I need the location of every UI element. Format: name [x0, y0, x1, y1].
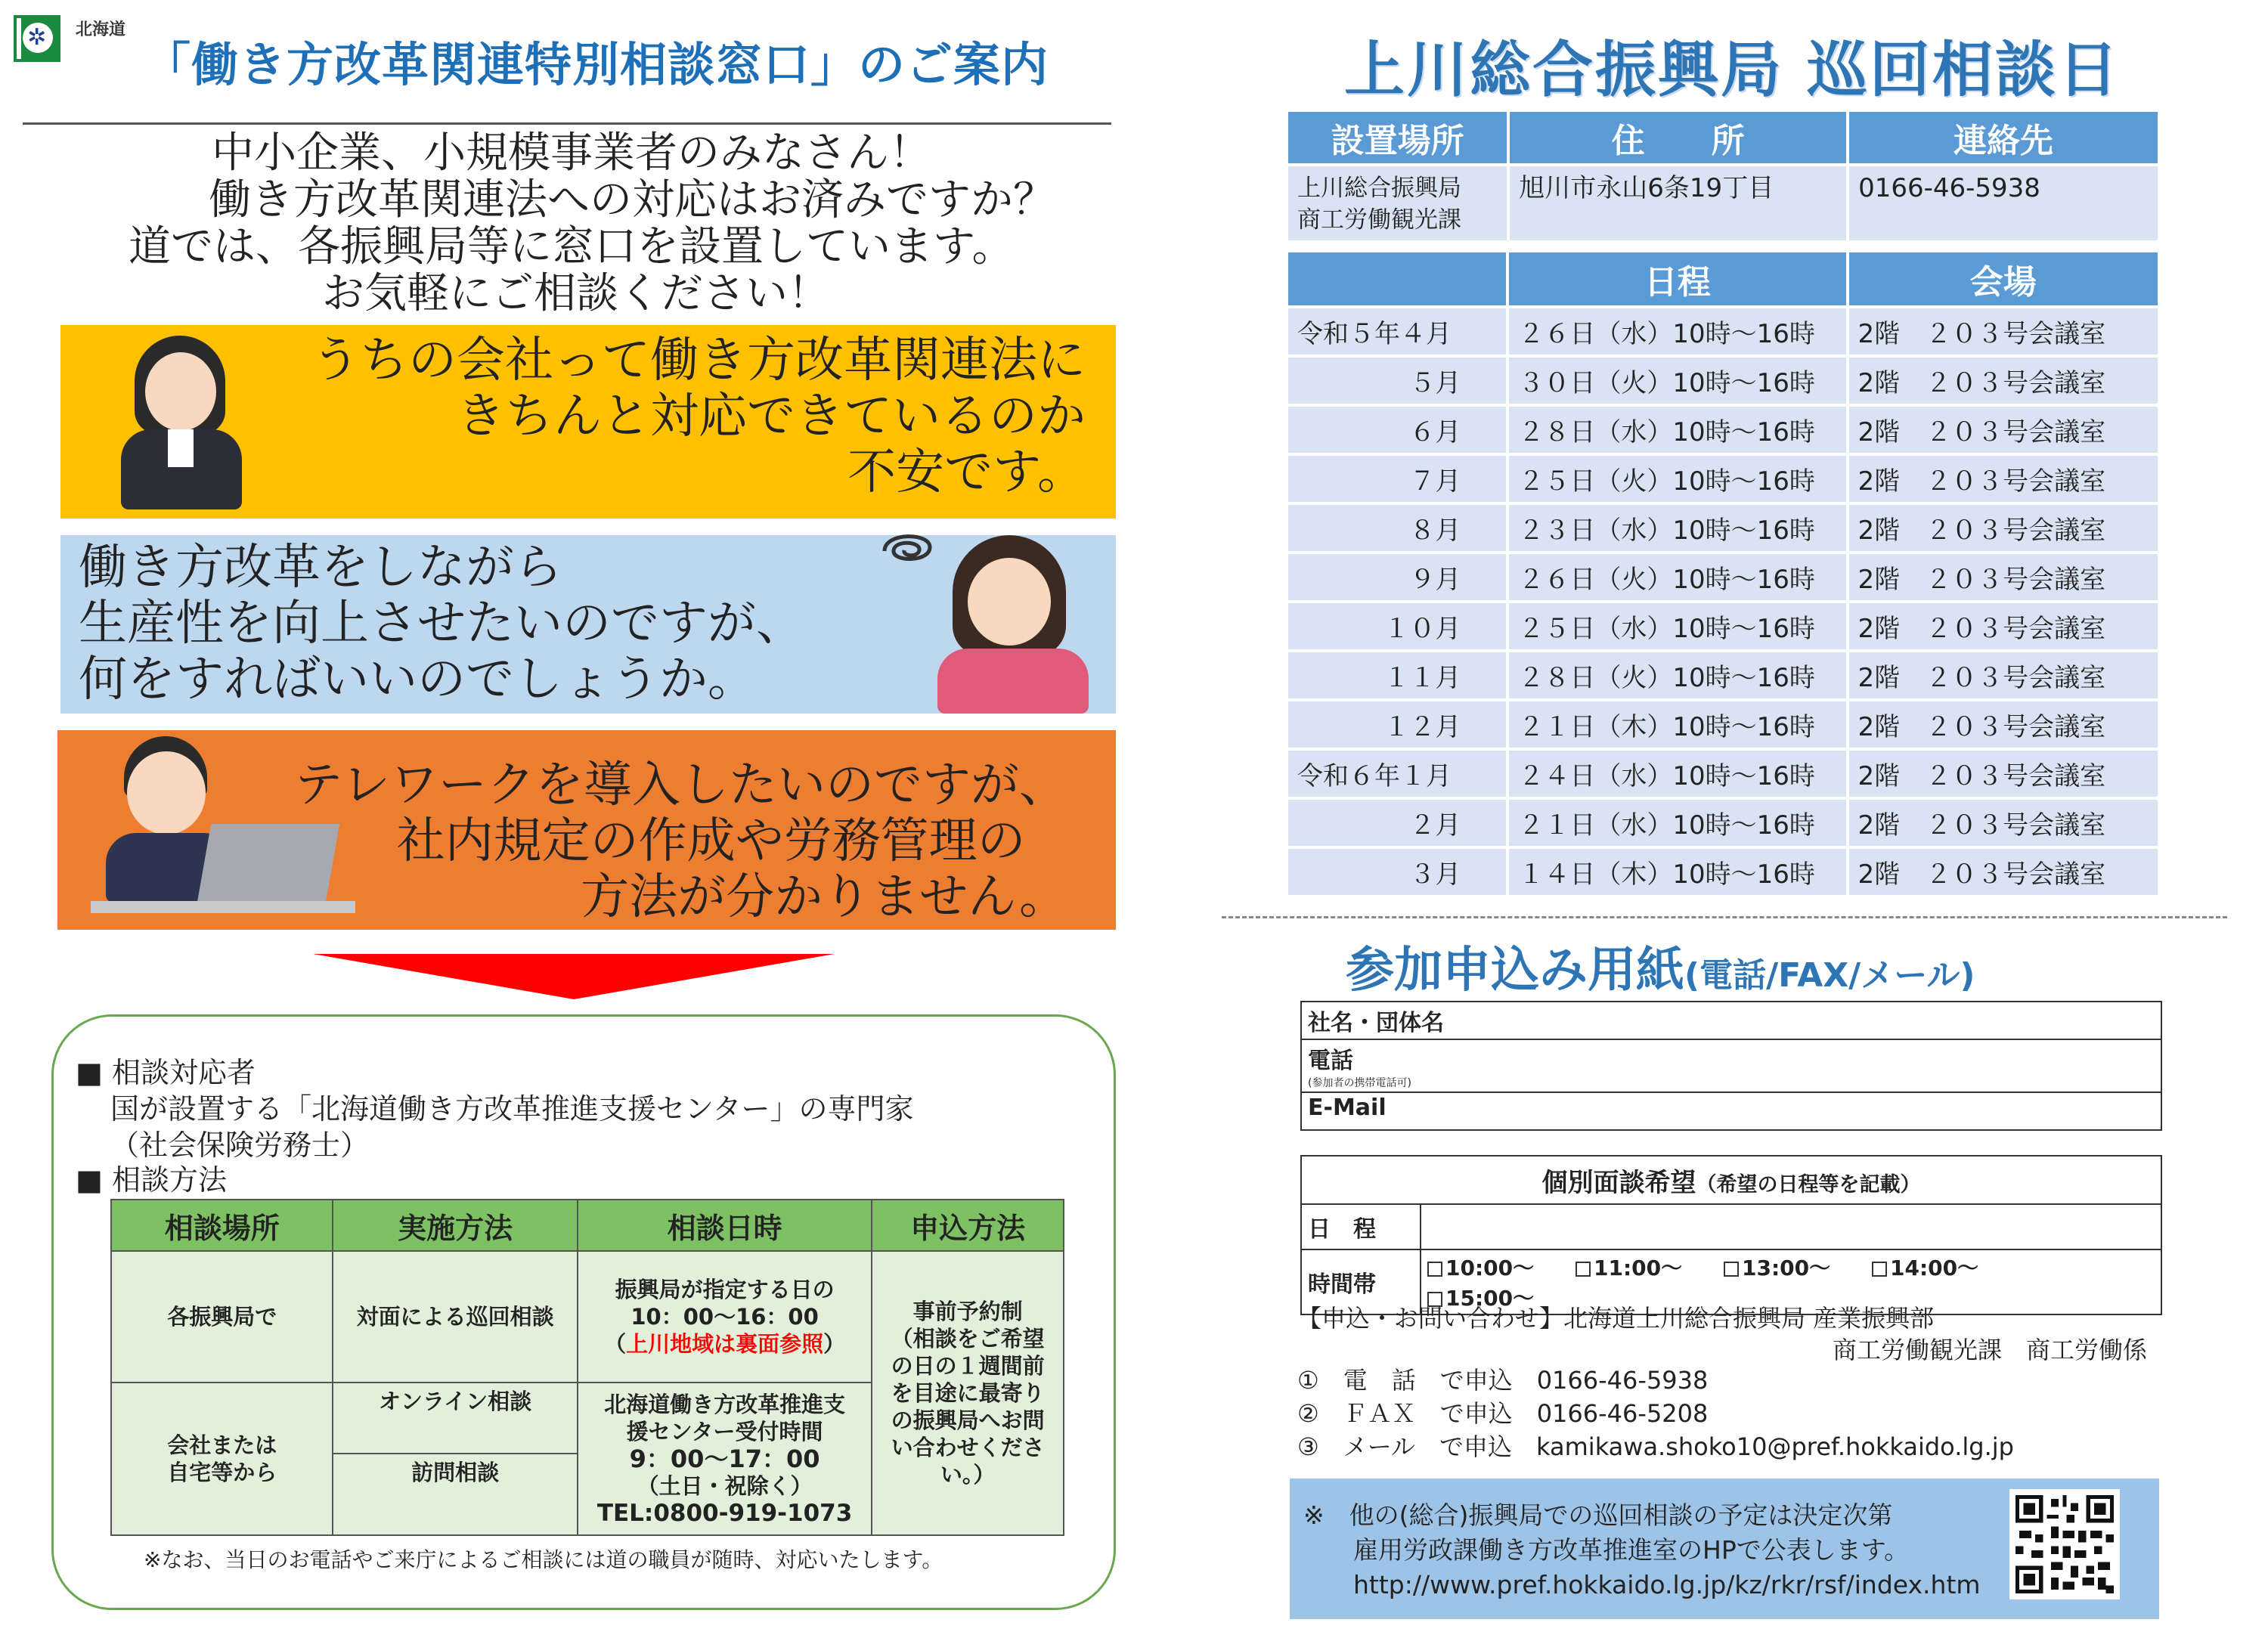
confused-scribble-icon — [877, 525, 937, 577]
schedule-date: ２１日（水）10時～16時 — [1509, 800, 1845, 846]
checkbox-icon — [1576, 1262, 1591, 1277]
schedule-month: ５月 — [1288, 358, 1506, 404]
location-address: 旭川市永山6条19丁目 — [1510, 166, 1846, 240]
schedule-date: ２８日（水）10時～16時 — [1509, 407, 1845, 453]
responder-heading: ■ 相談対応者 — [76, 1056, 256, 1089]
schedule-date: ２５日（火）10時～16時 — [1509, 456, 1845, 502]
down-arrow-icon — [313, 954, 835, 999]
responder-line-2: （社会保険労務士） — [110, 1129, 370, 1162]
intro-line-1: 中小企業、小規模事業者のみなさん！ — [212, 129, 931, 178]
checkbox-icon — [1872, 1262, 1887, 1277]
schedule-date: ２４日（水）10時～16時 — [1509, 751, 1845, 797]
hokkaido-logo — [14, 15, 60, 62]
schedule-row — [1288, 800, 2158, 846]
schedule-date: ２６日（水）10時～16時 — [1509, 308, 1845, 355]
schedule-row — [1288, 701, 2158, 748]
contact-fax: ② ＦＡＸ で申込 0166-46-5208 — [1297, 1399, 1709, 1428]
schedule-row — [1288, 554, 2158, 600]
phone-field[interactable]: 電話 (参加者の携帯電話可) — [1301, 1039, 2161, 1092]
concern-text-compliance: うちの会社って働き方改革関連法に きちんと対応できているのか 不安です。 — [311, 333, 1086, 500]
notice-url[interactable]: http://www.pref.hokkaido.lg.jp/kz/rkr/rsf/index.htm — [1303, 1570, 1981, 1599]
responder-line-1: 国が設置する「北海道働き方改革推進支援センター」の専門家 — [110, 1092, 914, 1126]
slot-10[interactable]: 10:00～ — [1427, 1252, 1576, 1282]
interview-title: 個別面談希望（希望の日程等を記載） — [1301, 1156, 2161, 1204]
schedule-date: １４日（木）10時～16時 — [1509, 849, 1845, 895]
contact-mail[interactable]: ③ メール で申込 kamikawa.shoko10@pref.hokkaido.lg.jp — [1297, 1432, 2014, 1461]
row2-place: 会社または 自宅等から — [111, 1383, 333, 1535]
schedule-month: ８月 — [1288, 505, 1506, 551]
intro-line-4: お気軽にご相談ください！ — [322, 269, 830, 318]
intro-text — [91, 129, 1055, 318]
schedule-month: 令和６年１月 — [1288, 751, 1506, 797]
schedule-venue: 2階 ２０３号会議室 — [1849, 652, 2158, 698]
concern-panel-compliance — [60, 325, 1116, 519]
schedule-venue: 2階 ２０３号会議室 — [1849, 751, 2158, 797]
contact-tel: ① 電 話 で申込 0166-46-5938 — [1297, 1366, 1709, 1395]
schedule-row — [1288, 652, 2158, 698]
star-emblem-icon: ✲ — [27, 24, 47, 51]
schedule-row — [1288, 849, 2158, 895]
checkbox-icon — [1724, 1262, 1739, 1277]
schedule-month: ９月 — [1288, 554, 1506, 600]
schedule-row — [1288, 751, 2158, 797]
location-name: 上川総合振興局 商工労働観光課 — [1288, 166, 1507, 240]
col-header-venue: 会場 — [1849, 252, 2158, 305]
qr-code-icon[interactable] — [2009, 1489, 2120, 1599]
title-divider — [23, 122, 1111, 125]
schedule-venue: 2階 ２０３号会議室 — [1849, 800, 2158, 846]
schedule-row — [1288, 308, 2158, 355]
schedule-month: ７月 — [1288, 456, 1506, 502]
notice-line-1: ※ 他の(総合)振興局での巡回相談の予定は決定次第 — [1303, 1500, 1893, 1530]
see-back-note: 上川地域は裏面参照 — [626, 1331, 824, 1357]
schedule-venue: 2階 ２０３号会議室 — [1849, 701, 2158, 748]
schedule-title: 上川総合振興局 巡回相談日 — [1344, 35, 2121, 105]
schedule-month: ２月 — [1288, 800, 1506, 846]
location-phone: 0166-46-5938 — [1849, 166, 2158, 240]
schedule-date: ２６日（火）10時～16時 — [1509, 554, 1845, 600]
page-title: 「働き方改革関連特別相談窓口」のご案内 — [144, 37, 1049, 92]
schedule-row — [1288, 407, 2158, 453]
concern-panel-productivity — [60, 535, 1116, 714]
apply-method: 事前予約制 （相談をご希望 の日の１週間前 を目途に最寄り の振興局へお問 い合わせくださ い。） — [872, 1251, 1064, 1535]
schedule-table — [1285, 249, 2161, 898]
consultation-method-table — [110, 1199, 1064, 1536]
cut-line — [1222, 916, 2227, 918]
applicant-form — [1300, 1001, 2162, 1131]
schedule-venue: 2階 ２０３号会議室 — [1849, 358, 2158, 404]
method-heading: ■ 相談方法 — [76, 1163, 227, 1197]
contact-section: 商工労働観光課 商工労働係 — [1833, 1336, 2148, 1364]
company-field[interactable]: 社名・団体名 — [1301, 1002, 2161, 1039]
footnote: ※なお、当日のお電話やご来庁によるご相談には道の職員が随時、対応いたします。 — [144, 1547, 943, 1572]
schedule-date: ２１日（木）10時～16時 — [1509, 701, 1845, 748]
time-label: 時間帯 — [1301, 1249, 1421, 1314]
col-header-contact: 連絡先 — [1849, 112, 2158, 163]
concern-panel-telework — [57, 730, 1116, 930]
schedule-venue: 2階 ２０３号会議室 — [1849, 505, 2158, 551]
concern-text-telework: テレワークを導入したいのですが、 社内規定の作成や労務管理の 方法が分かりません。 — [294, 757, 1067, 925]
schedule-row — [1288, 505, 2158, 551]
schedule-date: ２５日（水）10時～16時 — [1509, 603, 1845, 649]
form-title: 参加申込み用紙(電話/FAX/メール) — [1346, 943, 1975, 999]
schedule-month: 令和５年４月 — [1288, 308, 1506, 355]
col-header-month — [1288, 252, 1506, 305]
row1-time: 振興局が指定する日の 10：00～16：00 （上川地域は裏面参照） — [578, 1251, 872, 1383]
schedule-row — [1288, 358, 2158, 404]
intro-line-3: 道では、各振興局等に窓口を設置しています。 — [129, 222, 1015, 271]
schedule-month: １２月 — [1288, 701, 1506, 748]
col-header-apply: 申込方法 — [872, 1200, 1064, 1251]
schedule-date: ３０日（火）10時～16時 — [1509, 358, 1845, 404]
col-header-location: 設置場所 — [1288, 112, 1507, 163]
schedule-date: ２３日（水）10時～16時 — [1509, 505, 1845, 551]
intro-line-2: 働き方改革関連法への対応はお済みですか？ — [166, 175, 1055, 224]
slot-14[interactable]: 14:00～ — [1872, 1252, 2020, 1282]
schedule-row — [1288, 456, 2158, 502]
checkbox-icon — [1427, 1262, 1442, 1277]
notice-line-2: 雇用労政課働き方改革推進室のHPで公表します。 — [1303, 1535, 1910, 1565]
schedule-venue: 2階 ２０３号会議室 — [1849, 308, 2158, 355]
worried-woman-illustration — [104, 336, 256, 509]
schedule-venue: 2階 ２０３号会議室 — [1849, 849, 2158, 895]
schedule-venue: 2階 ２０３号会議室 — [1849, 456, 2158, 502]
schedule-venue: 2階 ２０３号会議室 — [1849, 603, 2158, 649]
col-header-time: 相談日時 — [578, 1200, 872, 1251]
schedule-month: １１月 — [1288, 652, 1506, 698]
prefecture-label: 北海道 — [76, 20, 126, 39]
row2-time: 北海道働き方改革推進支 援センター受付時間 9：00～17：00 （土日・祝除く） TEL:0800-919-1073 — [578, 1383, 872, 1535]
schedule-month: ６月 — [1288, 407, 1506, 453]
schedule-date: ２８日（火）10時～16時 — [1509, 652, 1845, 698]
notice-box — [1290, 1479, 2159, 1619]
schedule-row — [1288, 603, 2158, 649]
contact-heading: 【申込・お問い合わせ】北海道上川総合振興局 産業振興部 — [1297, 1304, 1935, 1333]
slot-15[interactable]: 15:00～ — [1427, 1282, 1576, 1312]
row1-place: 各振興局で — [111, 1251, 333, 1383]
thinking-woman-illustration — [930, 535, 1104, 714]
schedule-venue: 2階 ２０３号会議室 — [1849, 554, 2158, 600]
slot-13[interactable]: 13:00～ — [1724, 1252, 1872, 1282]
location-table — [1285, 109, 2161, 243]
col-header-date: 日程 — [1509, 252, 1845, 305]
concern-text-productivity: 働き方改革をしながら 生産性を向上させたいのですが、 何をすればいいのでしょうか。 — [79, 540, 804, 708]
slot-11[interactable]: 11:00～ — [1576, 1252, 1724, 1282]
date-field[interactable] — [1421, 1204, 2161, 1249]
col-header-address: 住 所 — [1510, 112, 1846, 163]
schedule-month: ３月 — [1288, 849, 1506, 895]
col-header-method: 実施方法 — [333, 1200, 577, 1251]
schedule-month: １０月 — [1288, 603, 1506, 649]
interview-request-form — [1300, 1155, 2162, 1315]
schedule-venue: 2階 ２０３号会議室 — [1849, 407, 2158, 453]
col-header-place: 相談場所 — [111, 1200, 333, 1251]
date-label: 日 程 — [1301, 1204, 1421, 1249]
row2-method-online: オンライン相談 — [333, 1383, 577, 1454]
row2-method-visit: 訪問相談 — [333, 1454, 577, 1535]
email-field[interactable]: E-Mail — [1301, 1092, 2161, 1130]
row1-method: 対面による巡回相談 — [333, 1251, 577, 1383]
